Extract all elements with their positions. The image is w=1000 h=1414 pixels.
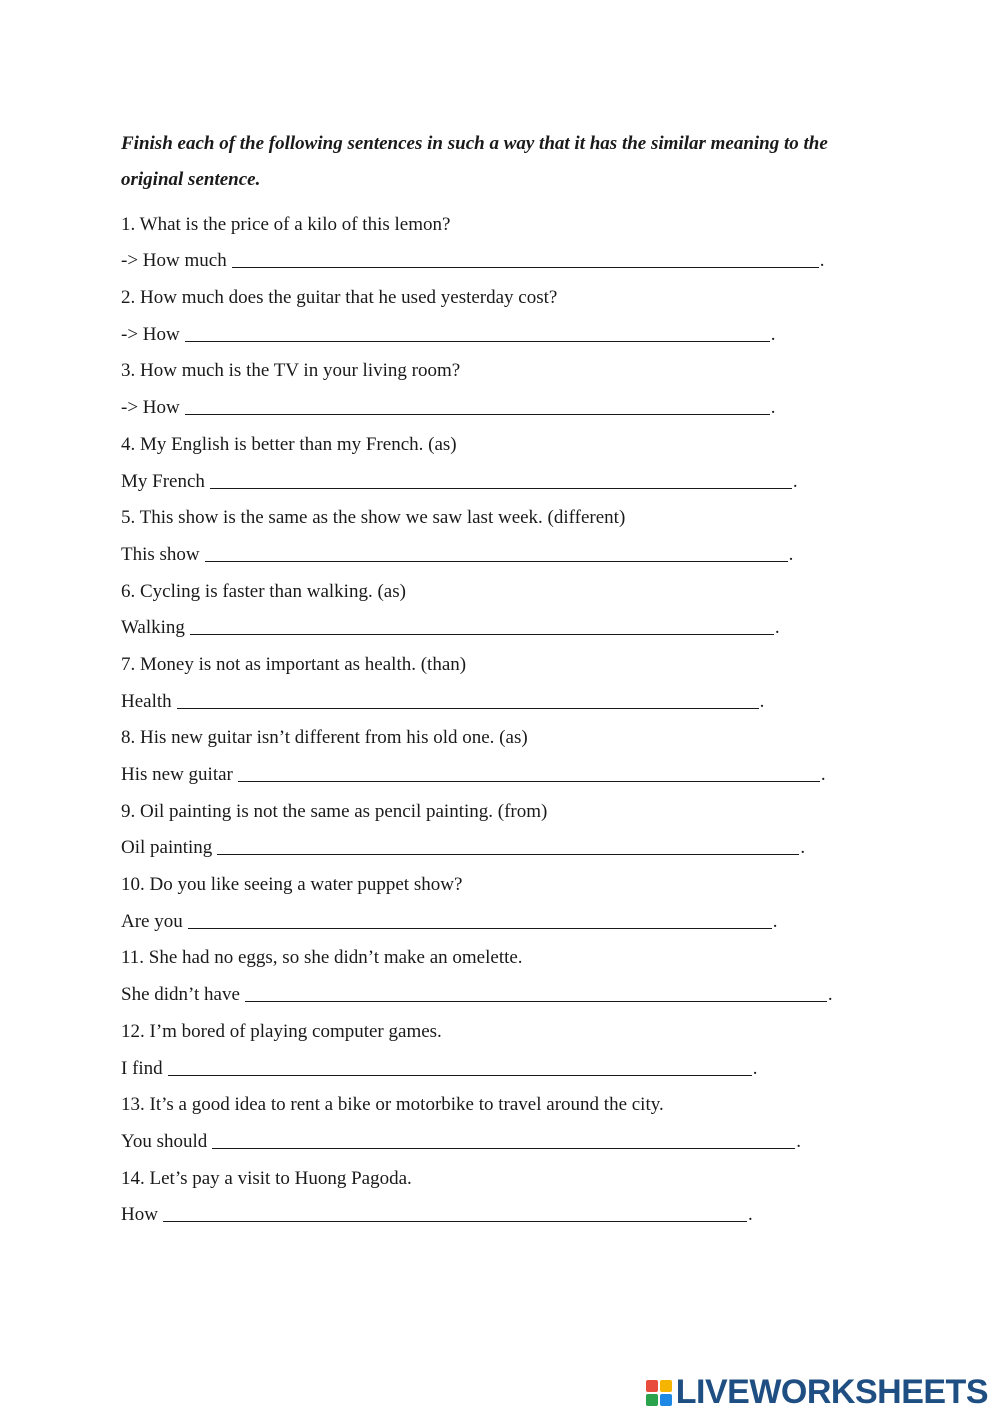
answer-line — [121, 1122, 881, 1159]
answer-prefix: This show — [121, 543, 200, 565]
answer-blank[interactable] — [185, 413, 770, 415]
answer-blank[interactable] — [212, 1147, 795, 1149]
question-text: 8. His new guitar isn’t different from his old one. (as) — [121, 727, 528, 749]
answer-blank[interactable] — [188, 927, 772, 929]
answer-blank[interactable] — [217, 853, 799, 855]
answer-prefix: Health — [121, 690, 172, 712]
answer-prefix: My French — [121, 470, 205, 492]
exercise-item — [121, 1159, 881, 1232]
answer-prefix: How — [121, 1204, 158, 1226]
answer-period: . — [770, 323, 776, 345]
answer-line — [121, 535, 881, 572]
answer-period: . — [792, 470, 798, 492]
answer-prefix: Oil painting — [121, 837, 213, 859]
answer-prefix: You should — [121, 1130, 208, 1152]
answer-prefix: I find — [121, 1057, 163, 1079]
question-text: 6. Cycling is faster than walking. (as) — [121, 580, 406, 602]
answer-period: . — [800, 837, 806, 859]
answer-prefix: Walking — [121, 617, 185, 639]
exercise-list — [121, 205, 881, 1232]
answer-blank[interactable] — [205, 560, 788, 562]
answer-blank[interactable] — [210, 487, 792, 489]
question-text: 1. What is the price of a kilo of this lemon? — [121, 213, 451, 235]
answer-blank[interactable] — [177, 707, 759, 709]
exercise-item — [121, 792, 881, 865]
answer-blank[interactable] — [168, 1074, 752, 1076]
answer-line — [121, 1049, 881, 1086]
question-text: 14. Let’s pay a visit to Huong Pagoda. — [121, 1167, 412, 1189]
answer-line — [121, 242, 881, 279]
exercise-item — [121, 572, 881, 645]
answer-line — [121, 682, 881, 719]
answer-period: . — [796, 1130, 801, 1152]
answer-period: . — [788, 543, 794, 565]
answer-prefix: His new guitar — [121, 764, 233, 785]
answer-line — [121, 975, 881, 1012]
answer-period: . — [819, 250, 825, 272]
logo-text: LIVEWORKSHEETS — [675, 1373, 988, 1411]
answer-line — [121, 462, 881, 499]
question-text: 9. Oil painting is not the same as pencil painting. (from) — [121, 800, 548, 822]
answer-line — [121, 609, 881, 646]
answer-blank[interactable] — [190, 633, 774, 635]
exercise-item — [121, 1086, 881, 1159]
answer-prefix: -> How — [121, 323, 180, 345]
question-text: 11. She had no eggs, so she didn’t make an omelette. — [121, 947, 523, 969]
answer-prefix: -> How much — [121, 250, 227, 272]
question-text: 13. It’s a good idea to rent a bike or motorbike to travel around the city. — [121, 1094, 664, 1116]
answer-period: . — [774, 617, 780, 639]
question-text: 2. How much does the guitar that he used yesterday cost? — [121, 287, 558, 309]
answer-period: . — [827, 984, 833, 1006]
answer-line — [121, 755, 881, 792]
answer-line — [121, 315, 881, 352]
answer-line — [121, 1196, 881, 1233]
question-text: 5. This show is the same as the show we saw last week. (different) — [121, 507, 626, 529]
answer-prefix: -> How — [121, 397, 180, 419]
question-text: 10. Do you like seeing a water puppet show? — [121, 874, 463, 896]
logo-grid-icon — [646, 1380, 672, 1406]
exercise-item — [121, 499, 881, 572]
exercise-item — [121, 205, 881, 278]
liveworksheets-logo[interactable] — [646, 1373, 988, 1412]
answer-line — [121, 388, 881, 425]
answer-line — [121, 902, 881, 939]
exercise-item — [121, 939, 881, 1012]
exercise-item — [121, 1012, 881, 1085]
answer-period: . — [820, 764, 826, 785]
answer-period: . — [759, 690, 765, 712]
answer-blank[interactable] — [232, 266, 819, 268]
answer-blank[interactable] — [245, 1000, 827, 1002]
answer-blank[interactable] — [185, 340, 770, 342]
answer-prefix: She didn’t have — [121, 984, 240, 1006]
question-text: 7. Money is not as important as health. (than) — [121, 653, 467, 675]
exercise-item — [121, 278, 881, 351]
answer-period: . — [752, 1057, 758, 1079]
answer-prefix: Are you — [121, 910, 183, 932]
question-text: 3. How much is the TV in your living room? — [121, 360, 461, 382]
answer-blank[interactable] — [163, 1220, 747, 1222]
exercise-item — [121, 425, 881, 498]
question-text: 4. My English is better than my French. (as) — [121, 433, 457, 455]
answer-period: . — [772, 910, 778, 932]
answer-line — [121, 829, 881, 866]
answer-blank[interactable] — [238, 780, 820, 782]
exercise-item — [121, 352, 881, 425]
exercise-item — [121, 865, 881, 938]
answer-period: . — [747, 1204, 753, 1226]
exercise-item — [121, 645, 881, 718]
instructions: Finish each of the following sentences in such a way that it has the similar meaning to the original sentence. — [121, 133, 828, 190]
answer-period: . — [770, 397, 776, 419]
exercise-item — [121, 719, 881, 792]
question-text: 12. I’m bored of playing computer games. — [121, 1020, 442, 1042]
